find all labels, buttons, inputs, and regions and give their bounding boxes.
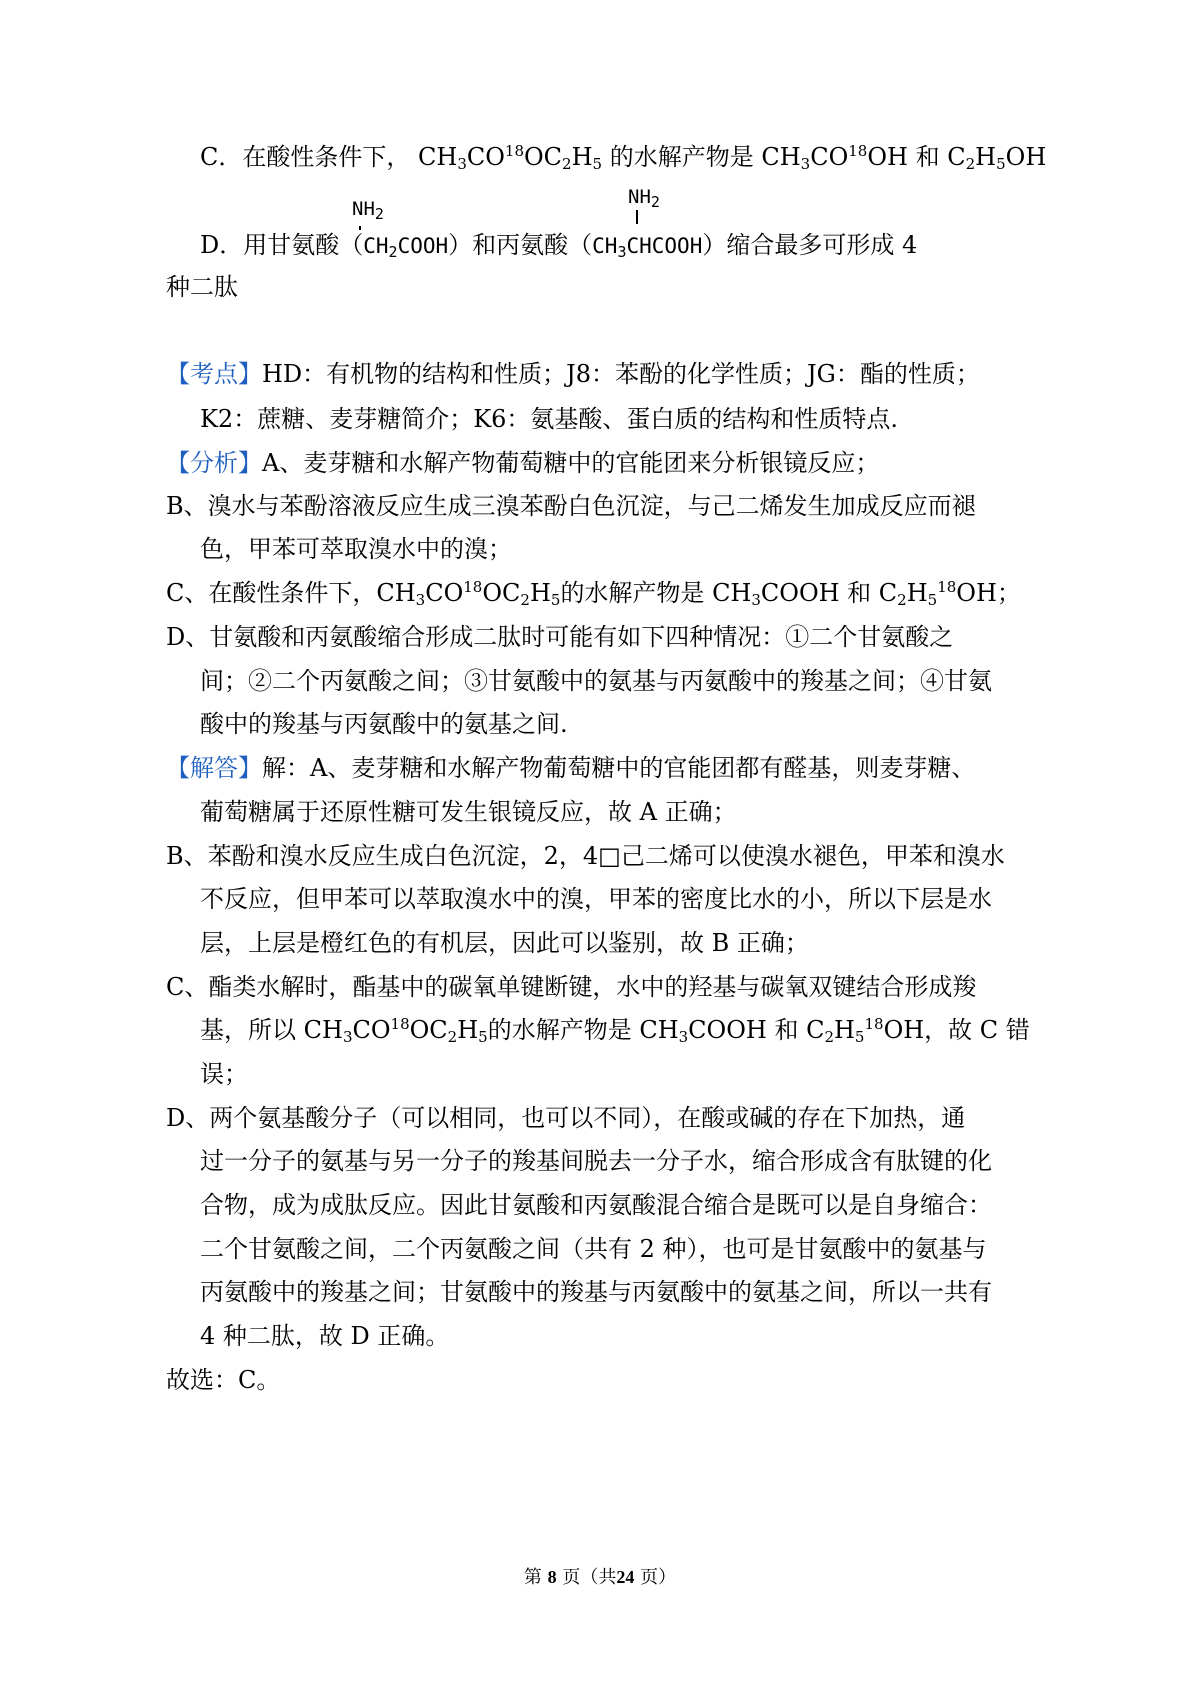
- alanine-nh2-label: $NH_2$: [628, 186, 660, 211]
- jieda-a1: 【解答】解：A、麦芽糖和水解产物葡萄糖中的官能团都有醛基，则麦芽糖、: [166, 754, 976, 782]
- jieda-conclusion: 故选：C。: [166, 1366, 281, 1394]
- jieda-b1: B、苯酚和溴水反应生成白色沉淀，2，4□己二烯可以使溴水褪色，甲苯和溴水: [166, 842, 1005, 870]
- jieda-c3: 误；: [200, 1060, 248, 1088]
- jieda-d6: 4 种二肽，故 D 正确。: [200, 1322, 450, 1350]
- jieda-d3: 合物，成为成肽反应。因此甘氨酸和丙氨酸混合缩合是既可以是自身缩合：: [200, 1191, 992, 1219]
- kaodian-tag: 【考点】: [166, 360, 262, 388]
- jieda-b2: 不反应，但甲苯可以萃取溴水中的溴，甲苯的密度比水的小，所以下层是水: [200, 885, 992, 913]
- jieda-d5: 丙氨酸中的羧基之间；甘氨酸中的羧基与丙氨酸中的氨基之间，所以一共有: [200, 1278, 992, 1306]
- jieda-d2: 过一分子的氨基与另一分子的羧基间脱去一分子水，缩合形成含有肽键的化: [200, 1147, 992, 1175]
- glycine-formula: $CH_2COOH$: [363, 234, 449, 261]
- fenxi-b1: B、溴水与苯酚溶液反应生成三溴苯酚白色沉淀，与己二烯发生加成反应而褪: [166, 492, 976, 520]
- alanine-bond-line: [636, 210, 638, 224]
- jieda-c1: C、酯类水解时，酯基中的碳氧单键断键，水中的羟基与碳氧双键结合形成羧: [166, 973, 977, 1001]
- fenxi-d3: 酸中的羧基与丙氨酸中的氨基之间.: [200, 710, 568, 738]
- product1-formula: $CH_3CO^{18}OH$: [761, 142, 908, 173]
- ester-formula: $CH_3CO^{18}OC_2H_5$: [376, 578, 561, 609]
- fenxi-d1: D、甘氨酸和丙氨酸缩合形成二肽时可能有如下四种情况：①二个甘氨酸之: [166, 623, 954, 651]
- jieda-c2: 基，所以 $CH_3CO^{18}OC_2H_5$的水解产物是 $CH_3COOH$ 和 $C_2H_5^{18}OH$，故 C 错: [200, 1015, 1030, 1046]
- jieda-d1: D、两个氨基酸分子（可以相同，也可以不同），在酸或碱的存在下加热，通: [166, 1104, 966, 1132]
- option-d-line: D．用甘氨酸$(CH_2COOH)$和丙氨酸$(CH_3CHCOOH)$缩合最多可形成 4: [200, 231, 918, 261]
- option-d-line2: 种二肽: [166, 273, 238, 301]
- option-c-line: C．在酸性条件下， $CH_3CO^{18}OC_2H_5$ 的水解产物是 $CH_3CO^{18}OH$ 和 $C_2H_5OH$: [200, 142, 1047, 173]
- fenxi-d2: 间；②二个丙氨酸之间；③甘氨酸中的氨基与丙氨酸中的羧基之间；④甘氨: [200, 667, 992, 695]
- jieda-tag: 【解答】: [166, 754, 262, 782]
- ester-formula: $CH_3CO^{18}OC_2H_5$: [418, 142, 603, 173]
- glycine-nh2-label: $NH_2$: [352, 198, 384, 223]
- fenxi-b2: 色，甲苯可萃取溴水中的溴；: [200, 535, 512, 563]
- jieda-b3: 层，上层是橙红色的有机层，因此可以鉴别，故 B 正确；: [200, 929, 809, 957]
- page-number: 8: [547, 1567, 557, 1587]
- jieda-a2: 葡萄糖属于还原性糖可发生银镜反应，故 A 正确；: [200, 798, 737, 826]
- kaodian-line1: 【考点】HD：有机物的结构和性质；J8：苯酚的化学性质；JG：酯的性质；: [166, 360, 980, 388]
- page-total: 24: [616, 1567, 635, 1587]
- fenxi-tag: 【分析】: [166, 449, 262, 477]
- ester-formula: $CH_3CO^{18}OC_2H_5$: [303, 1015, 488, 1046]
- fenxi-a: 【分析】A、麦芽糖和水解产物葡萄糖中的官能团来分析银镜反应；: [166, 449, 880, 477]
- fenxi-c: C、在酸性条件下，$CH_3CO^{18}OC_2H_5$的水解产物是 $CH_3COOH$ 和 $C_2H_5^{18}OH$；: [166, 578, 1021, 609]
- jieda-d4: 二个甘氨酸之间，二个丙氨酸之间（共有 2 种），也可是甘氨酸中的氨基与: [200, 1235, 987, 1263]
- kaodian-line2: K2：蔗糖、麦芽糖简介；K6：氨基酸、蛋白质的结构和性质特点.: [200, 405, 899, 433]
- page-footer: 第 8 页（共24 页）: [523, 1567, 677, 1588]
- alanine-formula: $CH_3CHCOOH$: [592, 234, 703, 261]
- product2-formula: $C_2H_5OH$: [947, 143, 1047, 173]
